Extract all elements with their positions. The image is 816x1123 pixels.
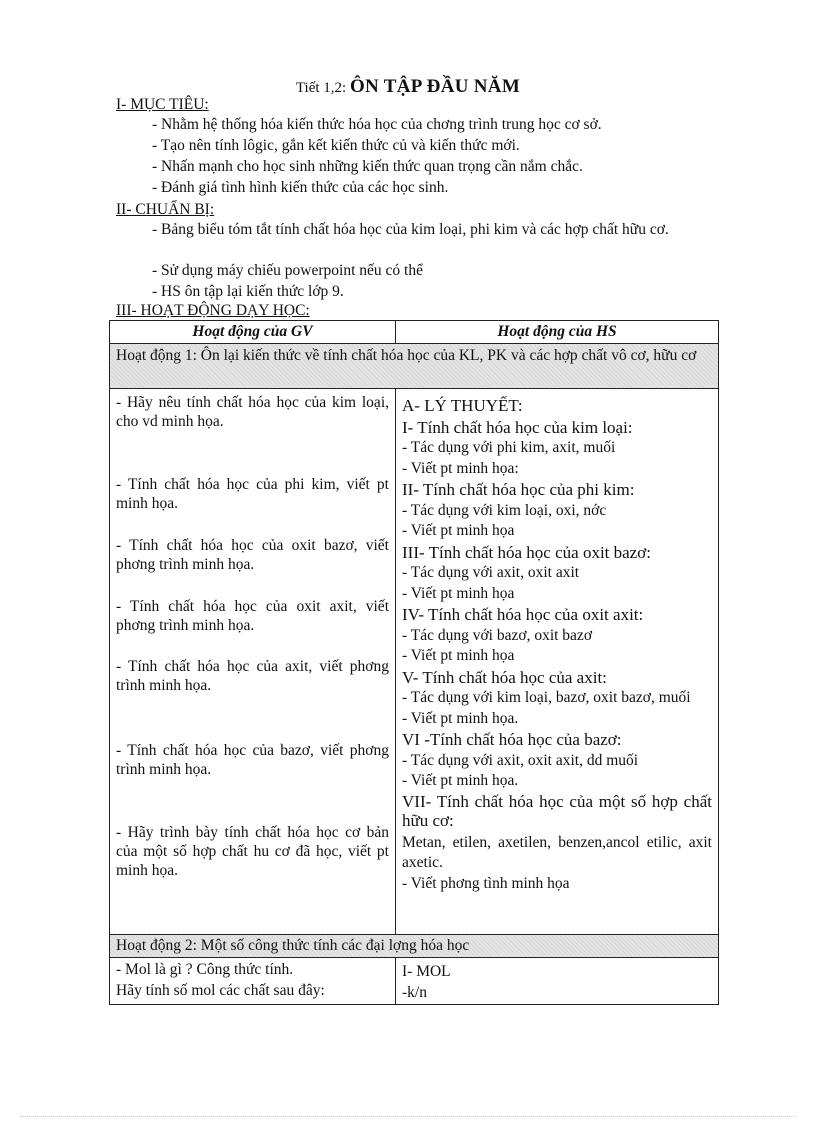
gv-question: - Tính chất hóa học của bazơ, viết phơng trình minh họa.	[116, 742, 389, 778]
objective-item-4: - Đánh giá tình hình kiến thức của các học sinh.	[152, 179, 449, 196]
hs-heading: II- Tính chất hóa học của phi kim:	[402, 480, 635, 499]
preparation-item-3: - HS ôn tập lại kiến thức lớp 9.	[152, 283, 344, 300]
hs-heading: V- Tính chất hóa học của axit:	[402, 667, 607, 687]
hs-heading: VI -Tính chất hóa học của bazơ:	[402, 730, 622, 749]
hs-line: - Tác dụng với kim loại, bazơ, oxit bazơ, muối	[402, 689, 691, 706]
gv-question: - Hãy trình bày tính chất hóa học cơ bản của một số hợp chất hu cơ đã học, viết pt minh họa.	[116, 824, 389, 879]
hs-line: - Viết pt minh họa	[402, 647, 515, 664]
hs-heading: III- Tính chất hóa học của oxit bazơ:	[402, 542, 651, 562]
hs-line: - Tác dụng với kim loại, oxi, nớc	[402, 501, 607, 519]
objective-item-1: - Nhằm hệ thống hóa kiến thức hóa học của chơng trình trung học cơ sở.	[152, 116, 602, 133]
gv-questions-cell	[110, 389, 396, 935]
activity-1-row	[110, 344, 719, 389]
hs-line: - Viết pt minh họa	[402, 522, 515, 539]
page-bottom-divider	[20, 1116, 796, 1117]
hs-answers-cell	[396, 389, 719, 935]
gv-mol-cell	[110, 958, 396, 1005]
gv-question: - Tính chất hóa học của oxit bazơ, viết phơng trình minh họa.	[116, 537, 389, 573]
gv-question: - Hãy nêu tính chất hóa học của kim loại, cho vd minh họa.	[116, 394, 389, 430]
section-3-heading: III- HOẠT ĐỘNG DẠY HỌC:	[116, 302, 310, 319]
hs-mol-line: -k/n	[402, 983, 427, 1001]
page-title	[0, 76, 816, 98]
objective-item-3: - Nhấn mạnh cho học sinh những kiến thức quan trọng cần nắm chắc.	[152, 158, 583, 175]
activity-2-row	[110, 935, 719, 958]
hs-line: - Tác dụng với axit, oxit axit, dd muối	[402, 751, 639, 769]
theory-heading: A- LÝ THUYẾT:	[402, 396, 523, 415]
gv-question: - Tính chất hóa học của oxit axit, viết phơng trình minh họa.	[116, 598, 389, 634]
activity-1-content-row	[110, 389, 719, 935]
gv-question: - Tính chất hóa học của phi kim, viết pt minh họa.	[116, 476, 389, 512]
section-1-heading: I- MỤC TIÊU:	[116, 96, 209, 113]
hs-mol-line: I- MOL	[402, 963, 451, 980]
title-main: ÔN TẬP ĐẦU NĂM	[349, 76, 521, 97]
hs-line: - Viết pt minh họa.	[402, 709, 519, 727]
gv-question: - Tính chất hóa học của axit, viết phơng trình minh họa.	[116, 658, 389, 694]
hs-heading: VII- Tính chất hóa học của một số hợp chất hữu cơ:	[402, 791, 712, 830]
gv-mol-line: Hãy tính số mol các chất sau đây:	[116, 981, 325, 999]
title-prefix: Tiết 1,2:	[295, 80, 347, 96]
gv-mol-line: - Mol là gì ? Công thức tính.	[116, 961, 294, 978]
hs-heading: IV- Tính chất hóa học của oxit axit:	[402, 605, 644, 624]
hs-line: - Tác dụng với phi kim, axit, muối	[402, 439, 616, 456]
preparation-item-2: - Sử dụng máy chiếu powerpoint nếu có thể	[152, 262, 423, 279]
activities-table	[109, 320, 719, 1005]
col-header-hs: Hoạt động của HS	[396, 321, 719, 344]
hs-mol-cell	[396, 958, 719, 1005]
hs-heading: I- Tính chất hóa học của kim loại:	[402, 417, 633, 437]
preparation-item-1: - Bảng biểu tóm tắt tính chất hóa học của kim loại, phi kim và các hợp chất hữu cơ.	[152, 221, 669, 238]
section-2-heading: II- CHUẨN BỊ:	[116, 201, 215, 218]
hs-line: - Viết pt minh họa:	[402, 459, 519, 477]
hs-line: - Viết pt minh họa	[402, 584, 515, 602]
hs-line: - Viết phơng tình minh họa	[402, 874, 570, 892]
hs-line: - Tác dụng với axit, oxit axit	[402, 564, 580, 581]
activity-2-title: Hoạt động 2: Một số công thức tính các đại lợng hóa học	[110, 935, 719, 958]
table-header-row	[110, 321, 719, 344]
activity-2-content-row	[110, 958, 719, 1005]
activity-1-title: Hoạt động 1: Ôn lại kiến thức về tính chất hóa học của KL, PK và các hợp chất vô cơ, hữu cơ	[110, 344, 719, 389]
col-header-gv: Hoạt động của GV	[110, 321, 396, 344]
hs-line: - Viết pt minh họa.	[402, 772, 519, 789]
hs-line: - Tác dụng với bazơ, oxit bazơ	[402, 626, 593, 644]
hs-line: Metan, etilen, axetilen, benzen,ancol etilic, axit axetic.	[402, 833, 712, 871]
objective-item-2: - Tạo nên tính lôgic, gắn kết kiến thức củ và kiến thức mới.	[152, 137, 520, 154]
